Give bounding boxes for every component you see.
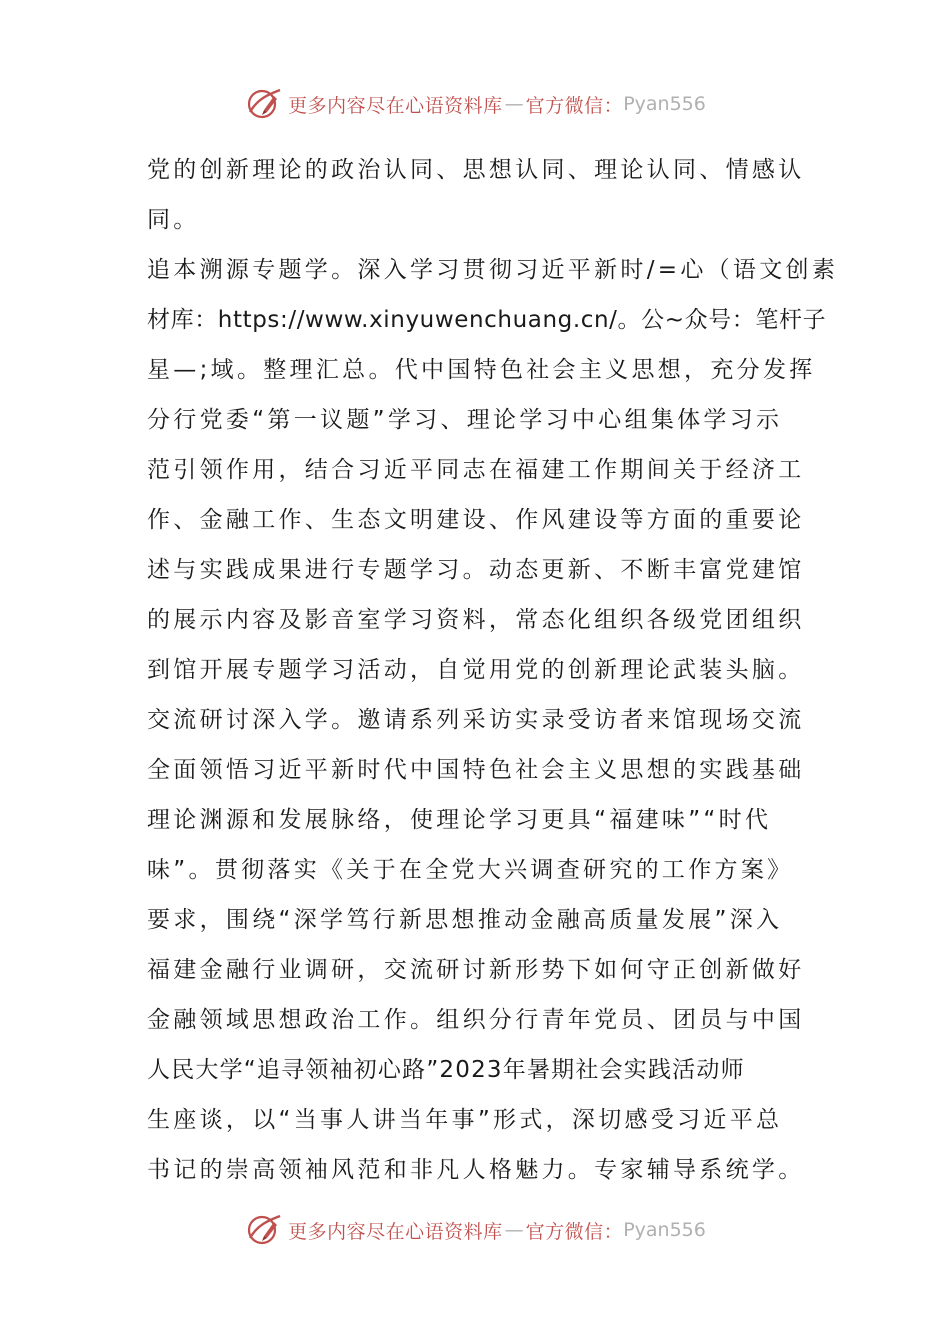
text-line: 生座谈，以“当事人讲当年事”形式，深切感受习近平总 [147, 1107, 783, 1133]
text-line: 作、金融工作、生态文明建设、作风建设等方面的重要论 [147, 507, 805, 533]
text-line: 述与实践成果进行专题学习。动态更新、不断丰富党建馆 [147, 557, 805, 583]
pen-nib-swirl-icon [244, 84, 284, 124]
text-line: 交流研讨深入学。邀请系列采访实录受访者来馆现场交流 [147, 707, 805, 733]
banner-title: 更多内容尽在心语资料库 [288, 1220, 503, 1243]
text-line: 的展示内容及影音室学习资料，常态化组织各级党团组织 [147, 607, 805, 633]
text-line: 金融领域思想政治工作。组织分行青年党员、团员与中国 [147, 1007, 805, 1033]
text-line: 范引领作用，结合习近平同志在福建工作期间关于经济工 [147, 457, 805, 483]
banner-account-label: 官方微信： [525, 94, 624, 117]
banner-separator: — [504, 1219, 524, 1241]
text-line: 要求，围绕“深学笃行新思想推动金融高质量发展”深入 [147, 907, 783, 933]
text-line: 人民大学“追寻领袖初心路”2023年暑期社会实践活动师 [147, 1057, 745, 1083]
text-line: 味”。贯彻落实《关于在全党大兴调查研究的工作方案》 [147, 857, 794, 883]
text-line: 福建金融行业调研，交流研讨新形势下如何守正创新做好 [147, 957, 805, 983]
pen-nib-swirl-icon [244, 1210, 284, 1250]
text-line: 材库：https://www.xinyuwenchuang.cn/。公~众号：笔杆子 [147, 307, 827, 333]
banner-separator: — [504, 93, 524, 115]
text-line: 分行党委“第一议题”学习、理论学习中心组集体学习示 [147, 407, 783, 433]
text-line: 理论渊源和发展脉络，使理论学习更具“福建味”“时代 [147, 807, 772, 833]
text-line: 追本溯源专题学。深入学习贯彻习近平新时/=心（语文创素 [147, 257, 839, 283]
text-line: 星—;域。整理汇总。代中国特色社会主义思想，充分发挥 [147, 357, 816, 383]
footer-banner [0, 1210, 950, 1250]
banner-account-id: Pyan556 [623, 93, 706, 115]
text-line: 全面领悟习近平新时代中国特色社会主义思想的实践基础 [147, 757, 805, 783]
banner-account-id: Pyan556 [623, 1219, 706, 1241]
banner-account-label: 官方微信： [525, 1220, 624, 1243]
banner-title: 更多内容尽在心语资料库 [288, 94, 503, 117]
text-line: 到馆开展专题学习活动，自觉用党的创新理论武装头脑。 [147, 657, 805, 683]
text-line: 党的创新理论的政治认同、思想认同、理论认同、情感认 [147, 157, 805, 183]
text-line: 书记的崇高领袖风范和非凡人格魅力。专家辅导系统学。 [147, 1157, 805, 1183]
document-body [147, 145, 839, 1195]
text-line: 同。 [147, 207, 200, 233]
header-banner [0, 84, 950, 124]
